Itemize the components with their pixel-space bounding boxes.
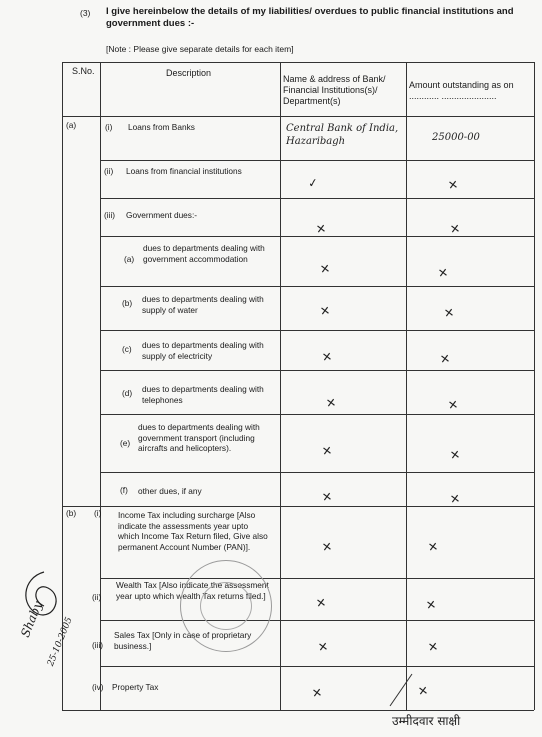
cross-mark: ✕: [447, 397, 459, 413]
grid-hline: [100, 370, 534, 371]
cross-mark: ✕: [311, 685, 323, 701]
bottom-signature: उम्मीदवार साक्षी: [392, 714, 461, 728]
cross-mark: ✕: [443, 305, 455, 321]
row-sno: (b): [66, 508, 77, 518]
cross-mark: ✕: [417, 683, 429, 699]
pen-stroke: [386, 672, 416, 708]
cross-mark: ✕: [427, 539, 439, 555]
row-description: dues to departments dealing with government accommodation: [143, 243, 265, 264]
grid-vline: [280, 62, 281, 710]
row-description: dues to departments dealing with supply of water: [142, 294, 264, 315]
row-roman: (iii): [92, 640, 104, 650]
row-description: dues to departments dealing with supply of electricity: [142, 340, 264, 361]
left-date: 25-10-2005: [46, 615, 75, 668]
official-seal-inner: [200, 582, 252, 630]
row-roman: (ii): [92, 592, 102, 602]
cross-mark: ✕: [317, 639, 329, 655]
grid-hline: [100, 414, 534, 415]
row-letter: (a): [124, 254, 135, 264]
grid-hline: [100, 620, 534, 621]
grid-vline: [534, 62, 535, 710]
row-description: Sales Tax [Only in case of proprietary business.]: [114, 630, 252, 651]
section-number: (3): [80, 8, 91, 18]
cross-mark: ✕: [449, 491, 461, 507]
cross-mark: ✕: [447, 177, 459, 193]
row-description: Loans from Banks: [128, 122, 195, 132]
row-description: Property Tax: [112, 682, 159, 692]
note-text: [Note : Please give separate details for each item]: [106, 44, 294, 54]
row-roman: (iv): [92, 682, 104, 692]
grid-hline: [100, 198, 534, 199]
row-roman: (i): [105, 122, 113, 132]
grid-hline: [62, 506, 534, 507]
cross-mark: ✕: [321, 443, 333, 459]
cross-mark: ✕: [321, 349, 333, 365]
row-letter: (f): [120, 485, 128, 495]
grid-vline: [406, 62, 407, 710]
cross-mark: ✕: [425, 597, 437, 613]
cross-mark: ✕: [427, 639, 439, 655]
grid-hline: [62, 710, 534, 711]
cross-mark: ✕: [439, 351, 451, 367]
check-mark: ✓: [307, 175, 319, 191]
row-letter: (d): [122, 388, 133, 398]
cross-mark: ✕: [325, 395, 337, 411]
grid-hline: [100, 160, 534, 161]
col-header-bank: Name & address of Bank/ Financial Institutions(s)/ Department(s): [283, 74, 386, 106]
grid-hline: [100, 330, 534, 331]
row-letter: (c): [122, 344, 132, 354]
handwritten-amount: 25000-00: [432, 132, 480, 143]
cross-mark: ✕: [321, 489, 333, 505]
col-header-amount: Amount outstanding as on ............ ......................: [409, 80, 514, 101]
row-roman: (iii): [104, 210, 116, 220]
row-description: other dues, if any: [138, 486, 202, 496]
cross-mark: ✕: [449, 221, 461, 237]
row-description: dues to departments dealing with government transport (including aircrafts and helicopters).: [138, 422, 260, 453]
row-description: dues to departments dealing with telephones: [142, 384, 264, 405]
grid-hline: [100, 472, 534, 473]
cross-mark: ✕: [315, 221, 327, 237]
row-description: Income Tax including surcharge [Also indicate the assessments year upto which Income Tax Return filed, Give also permanent Account Number (PAN)].: [118, 510, 268, 552]
col-header-description: Description: [166, 68, 212, 78]
row-roman: (ii): [104, 166, 114, 176]
row-description: Loans from financial institutions: [126, 166, 242, 176]
cross-mark: ✕: [319, 261, 331, 277]
row-letter: (b): [122, 298, 133, 308]
left-signature: Shaby: [18, 599, 46, 640]
grid-hline: [62, 116, 534, 117]
cross-mark: ✕: [449, 447, 461, 463]
grid-hline: [100, 286, 534, 287]
grid-hline: [100, 578, 534, 579]
row-sno: (a): [66, 120, 77, 130]
grid-vline: [100, 62, 101, 710]
cross-mark: ✕: [437, 265, 449, 281]
row-letter: (e): [120, 438, 131, 448]
grid-hline: [62, 62, 534, 63]
intro-text: I give hereinbelow the details of my liabilities/ overdues to public financial institutions and government dues :-: [106, 6, 514, 29]
row-description: Government dues:-: [126, 210, 198, 220]
grid-hline: [100, 666, 534, 667]
row-description: Wealth Tax [Also indicate the assessment year upto which wealth Tax returns filed.]: [116, 580, 269, 601]
cross-mark: ✕: [321, 539, 333, 555]
cross-mark: ✕: [319, 303, 331, 319]
handwritten-bank-name: Central Bank of India, Hazaribagh: [286, 123, 399, 147]
col-header-sno: S.No.: [72, 66, 95, 76]
cross-mark: ✕: [315, 595, 327, 611]
row-roman: (i): [94, 508, 102, 518]
